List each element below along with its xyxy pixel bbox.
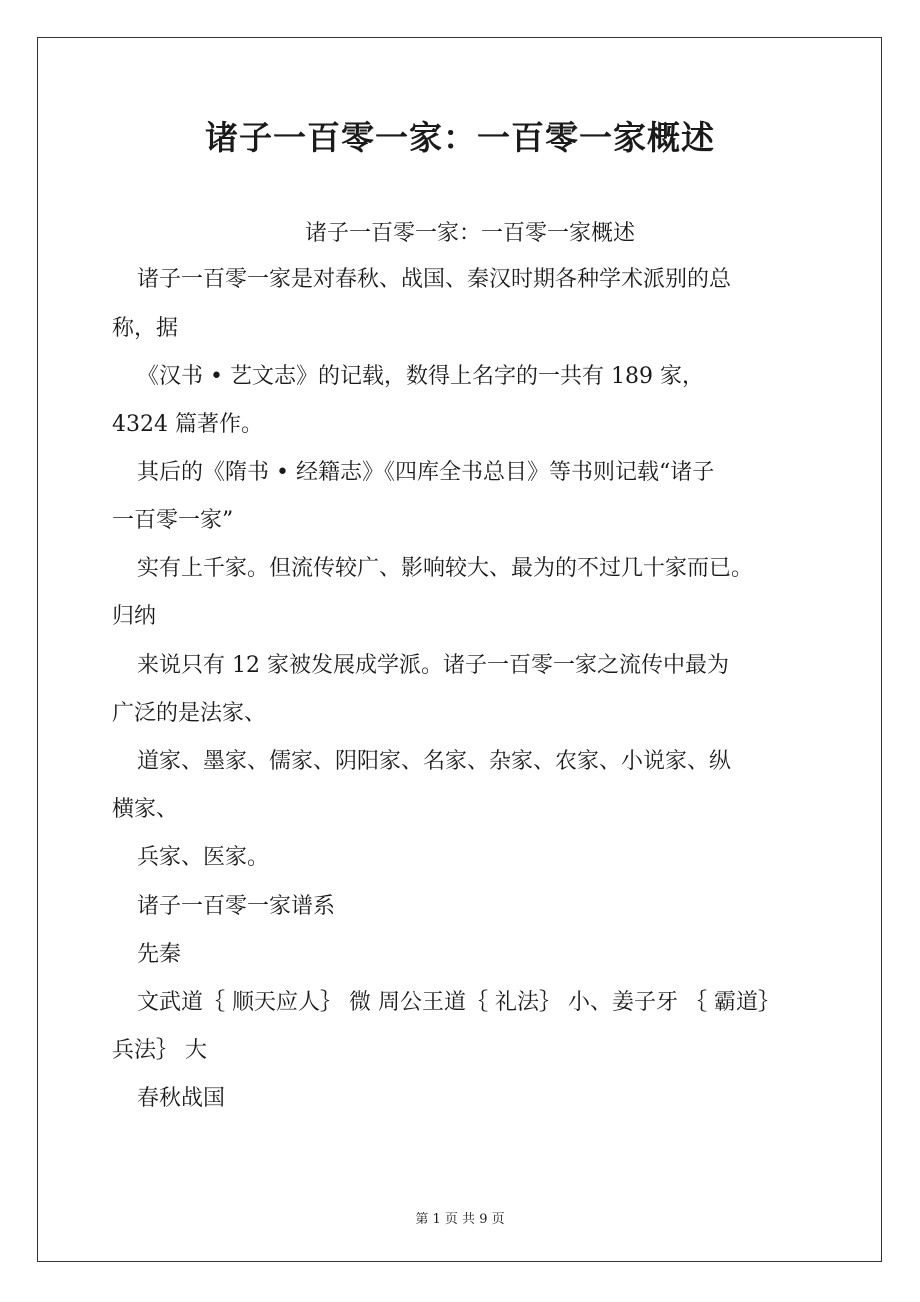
section-heading: 诸子一百零一家谱系 — [137, 894, 336, 919]
paragraph-line: 归纳 — [112, 604, 157, 629]
paragraph-line: 诸子一百零一家是对春秋、战国、秦汉时期各种学术派别的总 — [137, 267, 732, 292]
section-heading: 春秋战国 — [137, 1086, 226, 1111]
paragraph-line: 4324 篇著作。 — [112, 412, 263, 437]
paragraph-line: 横家、 — [112, 797, 179, 822]
paragraph-line: 《汉书 • 艺文志》的记载，数得上名字的一共有 189 家， — [137, 364, 704, 389]
paragraph-line: 来说只有 12 家被发展成学派。诸子一百零一家之流传中最为 — [137, 653, 729, 678]
paragraph-line: 兵法｝ 大 — [112, 1038, 207, 1063]
paragraph-line: 一百零一家” — [112, 508, 234, 533]
paragraph-line: 道家、墨家、儒家、阴阳家、名家、杂家、农家、小说家、纵 — [137, 749, 732, 774]
paragraph-line: 其后的《隋书 • 经籍志》《四库全书总目》等书则记载“诸子 — [137, 460, 715, 485]
document-title: 诸子一百零一家：一百零一家概述 — [205, 118, 715, 157]
paragraph-line: 兵家、医家。 — [137, 845, 270, 870]
paragraph-line: 称，据 — [112, 316, 179, 341]
page-footer: 第 1 页 共 9 页 — [415, 1212, 505, 1227]
paragraph-line: 实有上千家。但流传较广、影响较大、最为的不过几十家而已。 — [137, 556, 754, 581]
section-heading: 先秦 — [137, 942, 182, 967]
document-subtitle: 诸子一百零一家：一百零一家概述 — [304, 221, 635, 246]
paragraph-line: 文武道｛ 顺天应人｝ 微 周公王道｛ 礼法｝ 小、姜子牙 ｛ 霸道｝ — [137, 990, 780, 1015]
paragraph-line: 广泛的是法家、 — [112, 701, 267, 726]
